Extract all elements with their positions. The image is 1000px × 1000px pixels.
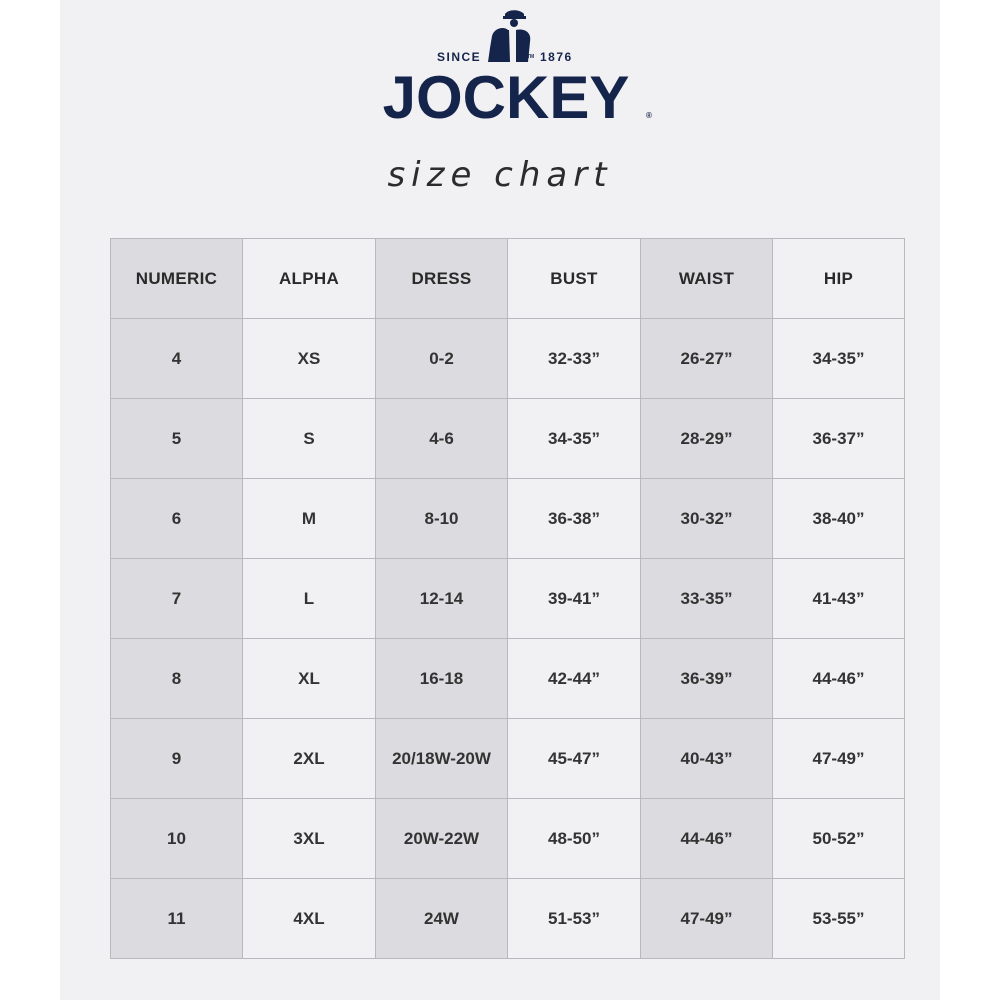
svg-text:1876: 1876 — [540, 50, 573, 64]
jockey-wordmark: JOCKEY — [382, 64, 630, 130]
cell-alpha: 2XL — [243, 719, 376, 799]
cell-dress: 0-2 — [376, 319, 508, 399]
cell-dress: 20/18W-20W — [376, 719, 508, 799]
cell-numeric: 7 — [111, 559, 243, 639]
cell-bust: 32-33” — [508, 319, 641, 399]
cell-dress: 8-10 — [376, 479, 508, 559]
cell-bust: 48-50” — [508, 799, 641, 879]
jockey-rider-icon — [488, 10, 530, 62]
header-waist: WAIST — [641, 239, 773, 319]
svg-text:®: ® — [646, 111, 652, 120]
cell-hip: 47-49” — [773, 719, 905, 799]
header-numeric: NUMERIC — [111, 239, 243, 319]
cell-dress: 24W — [376, 879, 508, 959]
table-row — [111, 639, 905, 719]
cell-numeric: 5 — [111, 399, 243, 479]
cell-alpha: S — [243, 399, 376, 479]
cell-waist: 26-27” — [641, 319, 773, 399]
cell-bust: 36-38” — [508, 479, 641, 559]
header-alpha: ALPHA — [243, 239, 376, 319]
svg-text:TM: TM — [527, 54, 535, 60]
cell-alpha: 3XL — [243, 799, 376, 879]
cell-hip: 50-52” — [773, 799, 905, 879]
cell-hip: 41-43” — [773, 559, 905, 639]
cell-numeric: 4 — [111, 319, 243, 399]
table-row — [111, 319, 905, 399]
cell-bust: 39-41” — [508, 559, 641, 639]
header-hip: HIP — [773, 239, 905, 319]
svg-text:SINCE: SINCE — [437, 50, 482, 64]
cell-alpha: XS — [243, 319, 376, 399]
cell-numeric: 9 — [111, 719, 243, 799]
cell-bust: 34-35” — [508, 399, 641, 479]
cell-alpha: L — [243, 559, 376, 639]
cell-numeric: 11 — [111, 879, 243, 959]
jockey-logo — [0, 0, 1000, 130]
table-row — [111, 879, 905, 959]
cell-waist: 28-29” — [641, 399, 773, 479]
cell-dress: 20W-22W — [376, 799, 508, 879]
cell-alpha: 4XL — [243, 879, 376, 959]
cell-hip: 38-40” — [773, 479, 905, 559]
cell-waist: 47-49” — [641, 879, 773, 959]
cell-hip: 44-46” — [773, 639, 905, 719]
cell-waist: 30-32” — [641, 479, 773, 559]
cell-numeric: 6 — [111, 479, 243, 559]
table-row — [111, 799, 905, 879]
cell-bust: 51-53” — [508, 879, 641, 959]
jockey-logo-mark — [0, 0, 1000, 130]
cell-numeric: 8 — [111, 639, 243, 719]
cell-dress: 4-6 — [376, 399, 508, 479]
header-bust: BUST — [508, 239, 641, 319]
cell-hip: 34-35” — [773, 319, 905, 399]
cell-dress: 12-14 — [376, 559, 508, 639]
cell-alpha: M — [243, 479, 376, 559]
cell-bust: 45-47” — [508, 719, 641, 799]
size-chart-table — [110, 238, 905, 959]
table-row — [111, 479, 905, 559]
table-row — [111, 559, 905, 639]
table-header-row — [111, 239, 905, 319]
cell-waist: 33-35” — [641, 559, 773, 639]
cell-bust: 42-44” — [508, 639, 641, 719]
table-row — [111, 399, 905, 479]
cell-waist: 40-43” — [641, 719, 773, 799]
cell-hip: 36-37” — [773, 399, 905, 479]
cell-hip: 53-55” — [773, 879, 905, 959]
cell-numeric: 10 — [111, 799, 243, 879]
cell-waist: 44-46” — [641, 799, 773, 879]
header-dress: DRESS — [376, 239, 508, 319]
cell-waist: 36-39” — [641, 639, 773, 719]
cell-alpha: XL — [243, 639, 376, 719]
page-title: size chart — [387, 155, 613, 195]
cell-dress: 16-18 — [376, 639, 508, 719]
table-row — [111, 719, 905, 799]
